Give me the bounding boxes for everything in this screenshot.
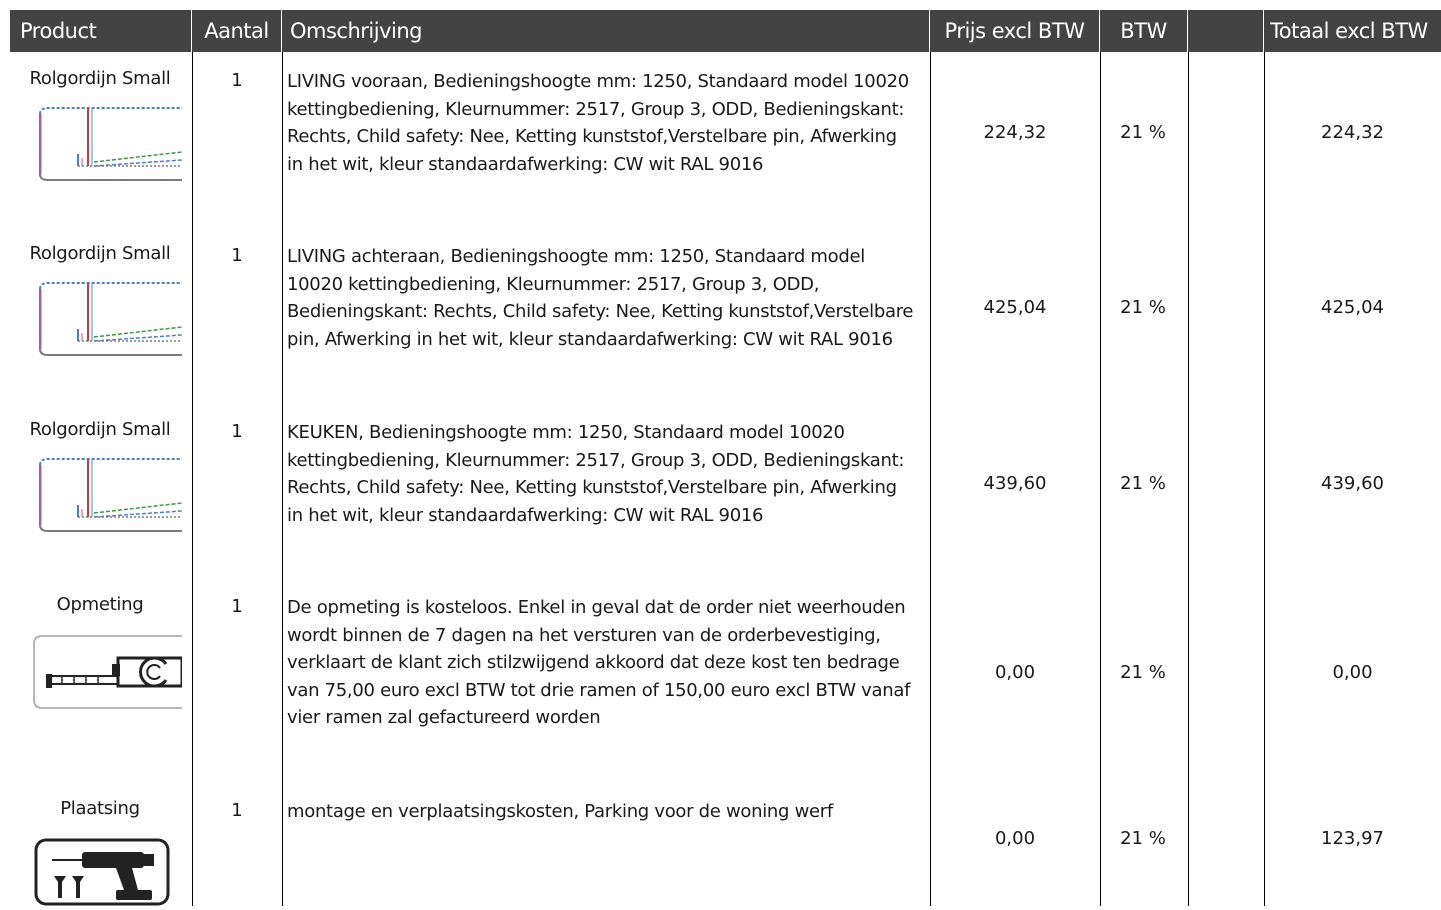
vat: 21 % bbox=[1120, 473, 1166, 494]
header-description: Omschrijving bbox=[282, 10, 930, 52]
price: 0,00 bbox=[994, 662, 1036, 683]
vat: 21 % bbox=[1120, 122, 1166, 143]
header-product: Product bbox=[10, 10, 192, 52]
price: 439,60 bbox=[983, 473, 1047, 494]
vat: 21 % bbox=[1120, 828, 1166, 849]
description: KEUKEN, Bedieningshoogte mm: 1250, Standaard model 10020 kettingbediening, Kleurnummer: 2517, Group 3, ODD, Bedieningskant: Rechts, Child safety: Nee, Ketting kunststof,Verstelbare pin, Afwerking in het wit, kleur standaardafwerking: CW wit RAL 9016 bbox=[287, 422, 905, 526]
product-name: Opmeting bbox=[56, 594, 144, 615]
table-header bbox=[10, 10, 1441, 52]
roller-blind-icon bbox=[32, 455, 182, 535]
price: 425,04 bbox=[983, 297, 1047, 318]
price: 0,00 bbox=[994, 828, 1036, 849]
roller-blind-icon bbox=[32, 279, 182, 359]
total: 123,97 bbox=[1321, 828, 1384, 849]
tape-measure-icon bbox=[32, 630, 182, 710]
product-name: Rolgordijn Small bbox=[29, 68, 171, 89]
table-row bbox=[10, 594, 1441, 784]
header-quantity: Aantal bbox=[192, 10, 282, 52]
total: 0,00 bbox=[1332, 662, 1373, 683]
table-row bbox=[10, 68, 1441, 238]
order-table bbox=[10, 10, 1441, 52]
description: LIVING achteraan, Bedieningshoogte mm: 1250, Standaard model 10020 kettingbediening, Kleurnummer: 2517, Group 3, ODD, Bedieningskant: Rechts, Child safety: Nee, Ketting kunststof,Verstelbare pin, Afwerking in het wit, kleur standaardafwerking: CW wit RAL 9016 bbox=[287, 246, 914, 350]
drill-icon bbox=[32, 836, 182, 906]
description: De opmeting is kosteloos. Enkel in geval dat de order niet weerhouden wordt binnen de 7 dagen na het versturen van de orderbevestiging, verklaart de klant zich stilzwijgend akkoord dat deze kost ten bedrage van 75,00 euro excl BTW tot drie ramen of 150,00 euro excl BTW vanaf vier ramen zal gefactureerd worden bbox=[287, 597, 911, 728]
product-name: Plaatsing bbox=[60, 798, 140, 819]
quantity: 1 bbox=[231, 421, 243, 442]
table-row bbox=[10, 419, 1441, 589]
header-empty bbox=[1188, 10, 1264, 52]
description: LIVING vooraan, Bedieningshoogte mm: 1250, Standaard model 10020 kettingbediening, Kleurnummer: 2517, Group 3, ODD, Bedieningskant: Rechts, Child safety: Nee, Ketting kunststof,Verstelbare pin, Afwerking in het wit, kleur standaardafwerking: CW wit RAL 9016 bbox=[287, 71, 909, 175]
vat: 21 % bbox=[1120, 662, 1166, 683]
description: montage en verplaatsingskosten, Parking voor de woning werf bbox=[287, 801, 833, 822]
header-vat: BTW bbox=[1100, 10, 1188, 52]
total: 425,04 bbox=[1321, 297, 1384, 318]
header-total: Totaal excl BTW bbox=[1270, 19, 1428, 43]
table-row bbox=[10, 243, 1441, 413]
quantity: 1 bbox=[231, 70, 243, 91]
quantity: 1 bbox=[231, 596, 243, 617]
product-name: Rolgordijn Small bbox=[29, 243, 171, 264]
total: 224,32 bbox=[1321, 122, 1384, 143]
roller-blind-icon bbox=[32, 104, 182, 184]
price: 224,32 bbox=[983, 122, 1047, 143]
quantity: 1 bbox=[231, 245, 243, 266]
product-name: Rolgordijn Small bbox=[29, 419, 171, 440]
total: 439,60 bbox=[1321, 473, 1384, 494]
quantity: 1 bbox=[231, 800, 243, 821]
vat: 21 % bbox=[1120, 297, 1166, 318]
table-row bbox=[10, 798, 1441, 906]
header-price: Prijs excl BTW bbox=[930, 10, 1100, 52]
